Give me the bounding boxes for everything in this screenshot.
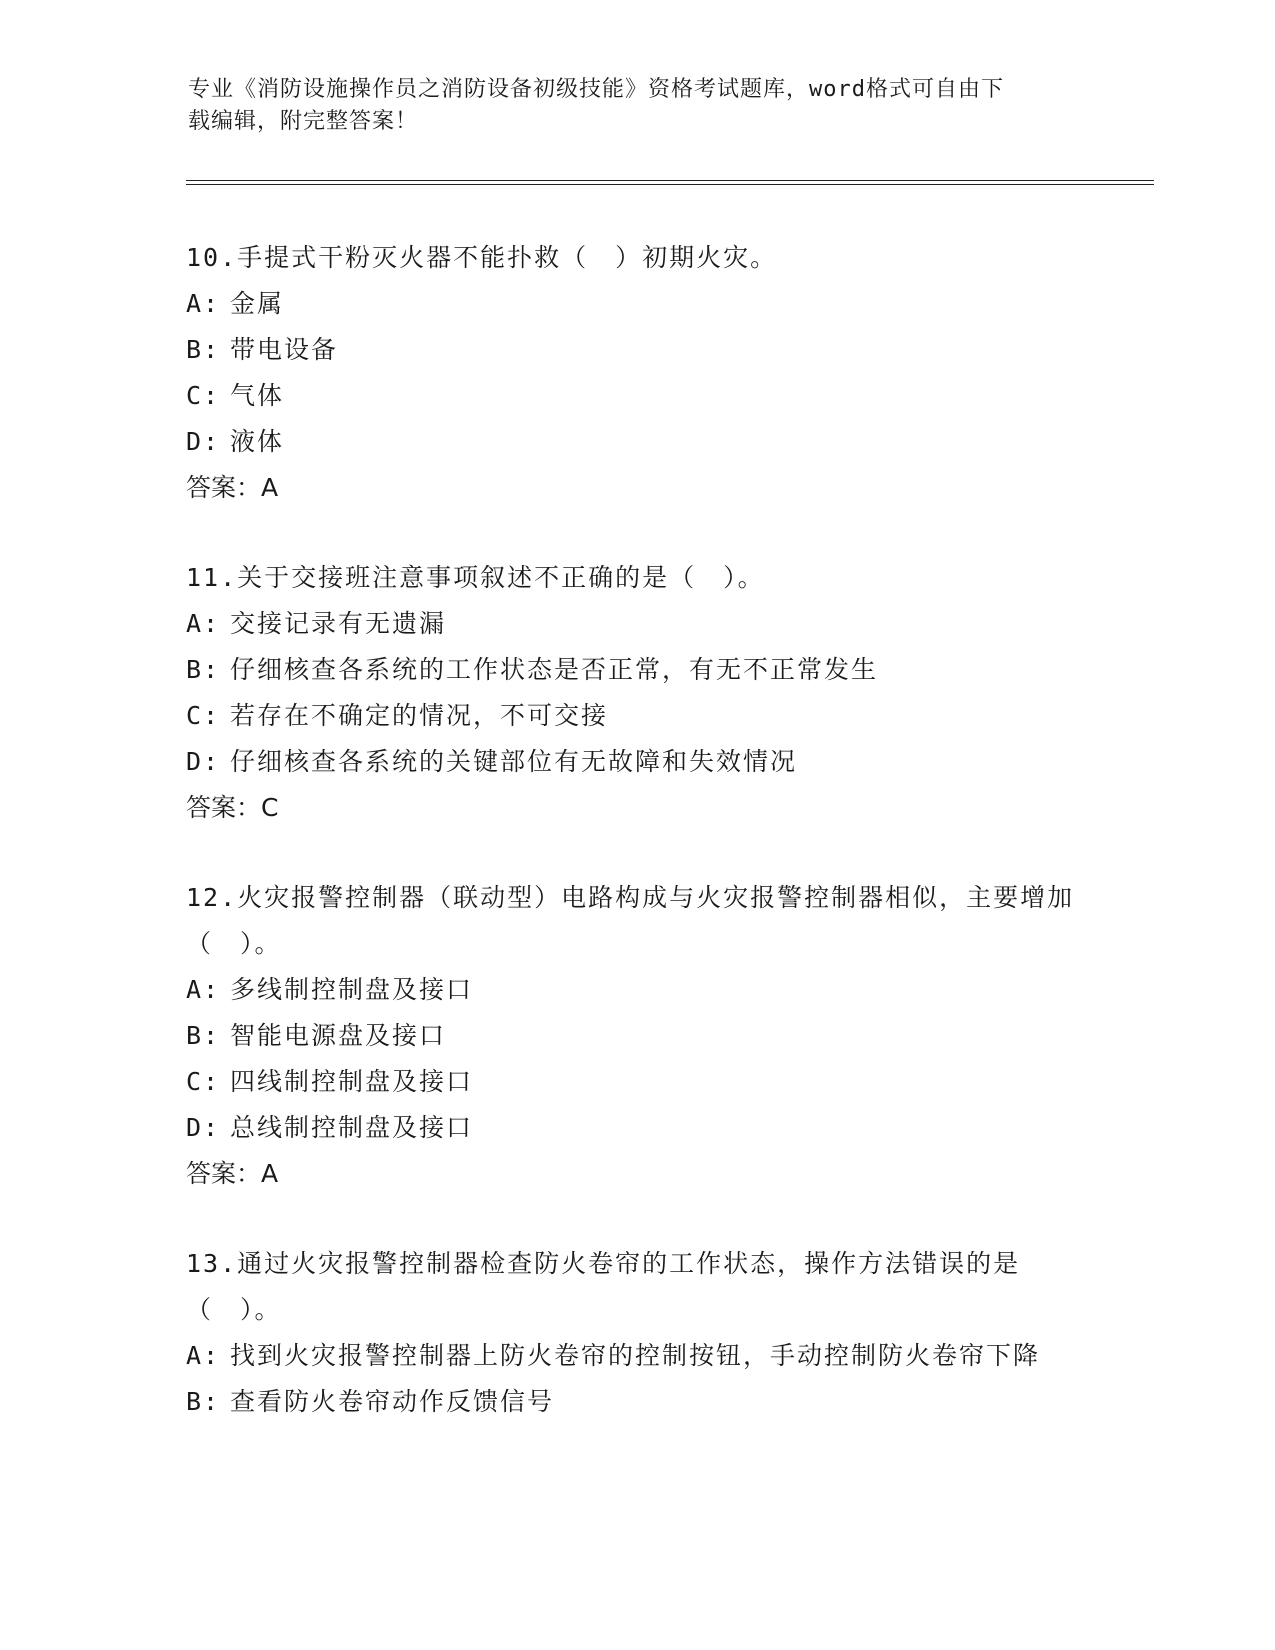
question-11 (186, 555, 1086, 831)
option-b (186, 327, 1086, 373)
option-d (186, 739, 1086, 785)
option-d (186, 419, 1086, 465)
option-text: 找到火灾报警控制器上防火卷帘的控制按钮，手动控制防火卷帘下降 (230, 1341, 1041, 1370)
answer-line: 答案：C (186, 793, 279, 822)
question-stem: 12.火灾报警控制器（联动型）电路构成与火灾报警控制器相似，主要增加（ ）。 (186, 883, 1075, 958)
option-text: 液体 (230, 427, 285, 456)
question-stem: 13.通过火灾报警控制器检查防火卷帘的工作状态，操作方法错误的是（ ）。 (186, 1249, 1021, 1324)
question-list (186, 235, 1086, 1469)
option-text: 仔细核查各系统的工作状态是否正常，有无不正常发生 (230, 655, 879, 684)
option-text: 金属 (230, 289, 285, 318)
option-text: 智能电源盘及接口 (230, 1021, 447, 1050)
option-letter: D: (186, 747, 221, 776)
question-10 (186, 235, 1086, 511)
option-a (186, 967, 1086, 1013)
option-d (186, 1105, 1086, 1151)
option-text: 多线制控制盘及接口 (230, 975, 474, 1004)
option-letter: C: (186, 1067, 221, 1096)
option-a (186, 1333, 1086, 1379)
option-letter: A: (186, 975, 221, 1004)
option-letter: D: (186, 427, 221, 456)
question-stem: 10.手提式干粉灭火器不能扑救（ ）初期火灾。 (186, 243, 778, 272)
option-b (186, 1379, 1086, 1425)
option-text: 若存在不确定的情况，不可交接 (230, 701, 609, 730)
option-a (186, 601, 1086, 647)
option-letter: D: (186, 1113, 221, 1142)
document-header (188, 74, 1088, 138)
header-divider-top (186, 180, 1154, 181)
option-c (186, 693, 1086, 739)
option-letter: B: (186, 655, 221, 684)
question-12 (186, 875, 1086, 1197)
option-letter: A: (186, 1341, 221, 1370)
option-text: 交接记录有无遗漏 (230, 609, 447, 638)
option-c (186, 1059, 1086, 1105)
option-text: 四线制控制盘及接口 (230, 1067, 474, 1096)
answer-line: 答案：A (186, 1159, 279, 1188)
header-line-1: 专业《消防设施操作员之消防设备初级技能》资格考试题库，word格式可自由下 (188, 77, 1004, 102)
question-stem: 11.关于交接班注意事项叙述不正确的是（ ）。 (186, 563, 765, 592)
option-letter: B: (186, 1021, 221, 1050)
option-c (186, 373, 1086, 419)
option-letter: B: (186, 335, 221, 364)
header-line-2: 载编辑，附完整答案！ (188, 109, 419, 134)
answer-line: 答案：A (186, 473, 279, 502)
header-divider-bottom (186, 184, 1154, 185)
option-letter: C: (186, 701, 221, 730)
question-13 (186, 1241, 1086, 1425)
option-letter: B: (186, 1387, 221, 1416)
option-b (186, 647, 1086, 693)
option-text: 带电设备 (230, 335, 339, 364)
option-letter: A: (186, 609, 221, 638)
option-b (186, 1013, 1086, 1059)
option-text: 仔细核查各系统的关键部位有无故障和失效情况 (230, 747, 798, 776)
option-text: 总线制控制盘及接口 (230, 1113, 474, 1142)
option-a (186, 281, 1086, 327)
option-text: 查看防火卷帘动作反馈信号 (230, 1387, 555, 1416)
option-letter: A: (186, 289, 221, 318)
option-text: 气体 (230, 381, 285, 410)
option-letter: C: (186, 381, 221, 410)
